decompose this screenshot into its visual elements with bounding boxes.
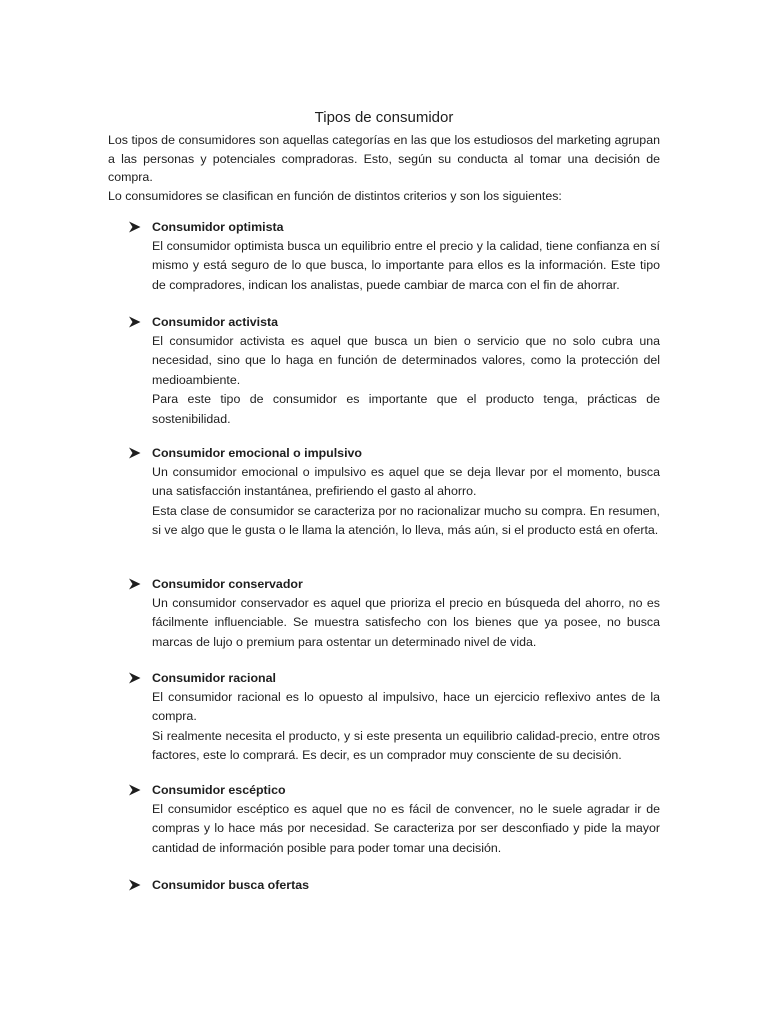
- arrow-bullet-icon: [128, 879, 141, 891]
- section-paragraph: El consumidor racional es lo opuesto al impulsivo, hace un ejercicio reflexivo antes de la compra.: [152, 690, 660, 724]
- section-paragraph: El consumidor optimista busca un equilibrio entre el precio y la calidad, tiene confianza en sí mismo y está seguro de lo que busca, lo importante para ellos es la información. Este tipo de compradores, indican los analistas, puede cambiar de marca con el fin de ahorrar.: [152, 239, 660, 292]
- arrow-bullet-icon: [128, 672, 141, 684]
- section-title: Consumidor optimista: [152, 220, 284, 234]
- section-paragraph: Un consumidor conservador es aquel que prioriza el precio en búsqueda del ahorro, no es fácilmente influenciable. Se muestra satisfecho con los bienes que ya posee, no busca marcas de lujo o premium para ostentar un determinado nivel de vida.: [152, 596, 660, 649]
- section-consumidor-activista: [0, 313, 768, 429]
- arrow-bullet-icon: [128, 316, 141, 328]
- intro-paragraph: Lo consumidores se clasifican en función de distintos criterios y son los siguientes:: [108, 188, 562, 203]
- section-title: Consumidor busca ofertas: [152, 878, 309, 892]
- section-paragraph: Esta clase de consumidor se caracteriza por no racionalizar mucho su compra. En resumen, si ve algo que le gusta o le llama la atención, lo lleva, más aún, si el producto está en oferta.: [152, 503, 660, 538]
- section-title: Consumidor racional: [152, 671, 276, 685]
- section-consumidor-optimista: [0, 218, 768, 295]
- section-body: [152, 237, 660, 295]
- section-body: [152, 332, 660, 429]
- document-title: Tipos de consumidor: [314, 109, 454, 126]
- arrow-bullet-icon: [128, 784, 141, 796]
- section-title: Consumidor conservador: [152, 577, 303, 591]
- section-paragraph: El consumidor escéptico es aquel que no es fácil de convencer, no le suele agradar ir de compras y lo hace más por necesidad. Se caracteriza por ser desconfiado y pide la mayor cantidad de información posible para poder tomar una decisión.: [152, 802, 660, 855]
- section-body: [152, 688, 660, 766]
- section-title: Consumidor emocional o impulsivo: [152, 446, 362, 460]
- section-title: Consumidor activista: [152, 315, 278, 329]
- section-consumidor-esceptico: [0, 781, 768, 858]
- section-consumidor-racional: [0, 669, 768, 766]
- section-body: [152, 800, 660, 858]
- arrow-bullet-icon: [128, 578, 141, 590]
- section-paragraph: El consumidor activista es aquel que busca un bien o servicio que no solo cubra una necesidad, sino que lo haga en función de determinados valores, como la protección del medioambiente.: [152, 334, 660, 387]
- section-consumidor-emocional: [0, 444, 768, 541]
- intro: [108, 131, 660, 205]
- section-body: [152, 594, 660, 652]
- section-title: Consumidor escéptico: [152, 783, 286, 797]
- section-consumidor-busca-ofertas: [0, 876, 768, 895]
- section-paragraph: Si realmente necesita el producto, y si este presenta un equilibrio calidad-precio, entre otros factores, este lo comprará. Es decir, es un comprador muy consciente de su decisión.: [152, 728, 660, 763]
- section-paragraph: Un consumidor emocional o impulsivo es aquel que se deja llevar por el momento, busca una satisfacción instantánea, prefiriendo el gasto al ahorro.: [152, 465, 660, 499]
- section-body: [152, 463, 660, 541]
- arrow-bullet-icon: [128, 221, 141, 233]
- intro-paragraph: Los tipos de consumidores son aquellas categorías en las que los estudiosos del marketing agrupan a las personas y potenciales compradoras. Esto, según su conducta al tomar una decisión de compra.: [108, 133, 660, 184]
- arrow-bullet-icon: [128, 447, 141, 459]
- section-paragraph: Para este tipo de consumidor es importante que el producto tenga, prácticas de sostenibilidad.: [152, 392, 660, 426]
- section-consumidor-conservador: [0, 575, 768, 652]
